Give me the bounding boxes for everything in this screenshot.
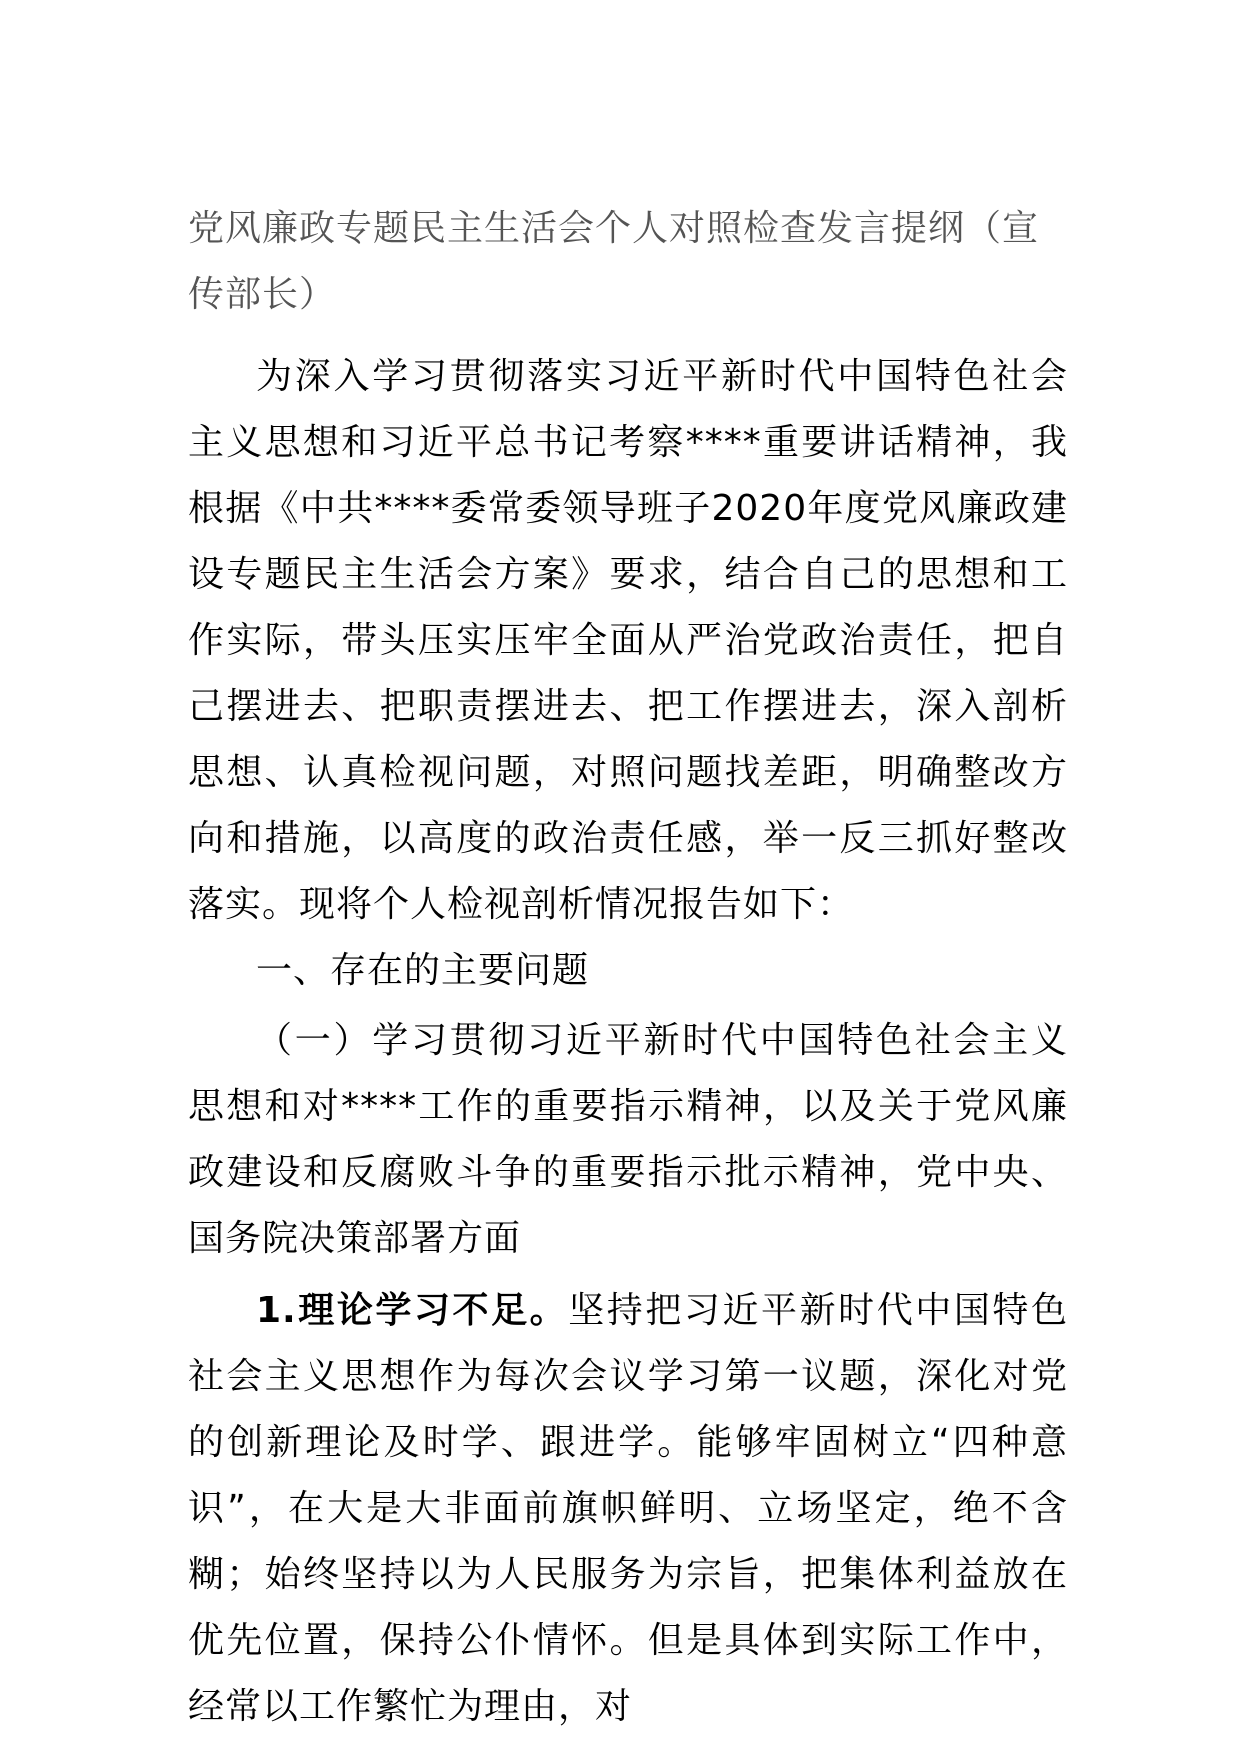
point-one-paragraph: [188, 1278, 1068, 1740]
intro-paragraph: 为深入学习贯彻落实习近平新时代中国特色社会主义思想和习近平总书记考察****重要讲话精神，我根据《中共****委常委领导班子2020年度党风廉政建设专题民主生活会方案》要求，结合自己的思想和工作实际，带头压实压牢全面从严治党政治责任，把自己摆进去、把职责摆进去、把工作摆进去，深入剖析思想、认真检视问题，对照问题找差距，明确整改方向和措施，以高度的政治责任感，举一反三抓好整改落实。现将个人检视剖析情况报告如下：: [188, 356, 1068, 925]
subsection-heading-study: （一）学习贯彻习近平新时代中国特色社会主义思想和对****工作的重要指示精神，以及关于党风廉政建设和反腐败斗争的重要指示批示精神，党中央、国务院决策部署方面: [188, 1020, 1068, 1259]
document-body: [188, 344, 1068, 1740]
point-one-text: 坚持把习近平新时代中国特色社会主义思想作为每次会议学习第一议题，深化对党的创新理论及时学、跟进学。能够牢固树立“四种意识”，在大是大非面前旗帜鲜明、立场坚定，绝不含糊；始终坚持以为人民服务为宗旨，把集体利益放在优先位置，保持公仆情怀。但是具体到实际工作中，经常以工作繁忙为理由，对: [188, 1290, 1068, 1727]
point-one-label: 1.理论学习不足。: [256, 1290, 569, 1331]
section-heading-main-problems: 一、存在的主要问题: [256, 950, 590, 991]
document-title: 党风廉政专题民主生活会个人对照检查发言提纲（宣传部长）: [188, 208, 1040, 315]
